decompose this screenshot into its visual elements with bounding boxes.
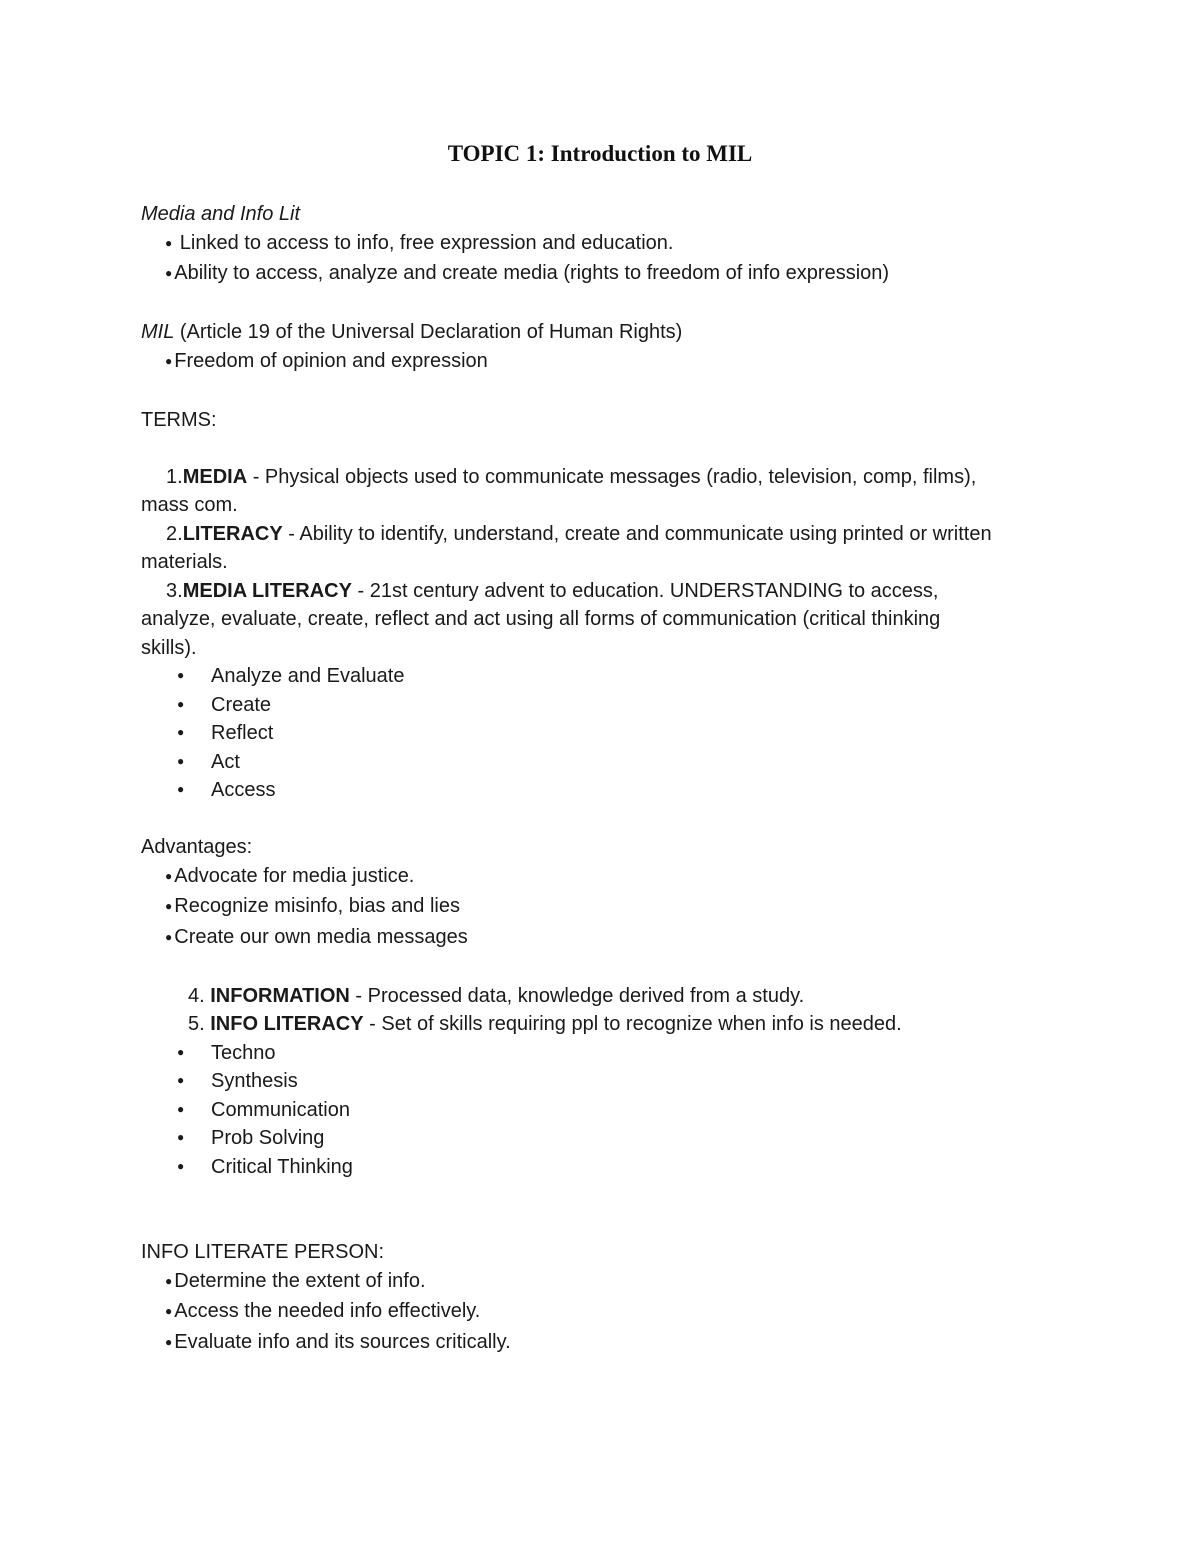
bullet-icon: ● [165,1273,173,1288]
list-item: ● Determine the extent of info. [165,1269,426,1292]
list-item: ● Freedom of opinion and expression [165,349,488,372]
list-item: ● Act [141,748,1071,777]
list-item: ● Create [141,691,1071,720]
bullet-icon: ● [177,1130,185,1144]
list-item: ● Linked to access to info, free expression and education. [165,231,674,254]
bullet-icon: ● [177,696,185,711]
bullet-icon: ● [165,266,173,280]
info-literacy-list [141,1039,1071,1182]
bullet-icon: ● [177,782,185,796]
list-item: ● Critical Thinking [141,1153,1071,1182]
list-item: ● Access [141,776,1071,805]
term-information: 4. INFORMATION - Processed data, knowledge derived from a study. [188,984,805,1007]
term-media-literacy-continued: analyze, evaluate, create, reflect and act using all forms of communication (critical thinking [141,608,941,630]
term-literacy: 2.LITERACY - Ability to identify, understand, create and communicate using printed or written [166,522,992,545]
list-item: ● Analyze and Evaluate [141,662,1071,691]
bullet-icon: ● [177,668,185,682]
list-item: ● Techno [141,1039,1071,1068]
term-media: 1.MEDIA - Physical objects used to communicate messages (radio, television, comp, films), [166,465,977,488]
list-item: ● Prob Solving [141,1124,1071,1153]
bullet-icon: ● [165,1304,173,1318]
bullet-icon: ● [165,868,173,883]
list-item: ● Create our own media messages [165,925,468,948]
bullet-icon: ● [177,725,185,739]
bullet-icon: ● [165,899,173,913]
section-heading-media-info-lit: Media and Info Lit [141,203,300,225]
section-heading-mil: MIL (Article 19 of the Universal Declaration of Human Rights) [141,321,683,343]
list-item: ● Synthesis [141,1067,1071,1096]
list-item: ● Advocate for media justice. [165,864,415,887]
list-item: ● Access the needed info effectively. [165,1300,481,1322]
info-literate-person-heading: INFO LITERATE PERSON: [141,1241,384,1263]
bullet-icon: ● [165,353,173,368]
term-media-literacy-continued-2: skills). [141,636,197,659]
list-item: ● Evaluate info and its sources critically. [165,1330,511,1353]
bullet-icon: ● [165,929,173,944]
media-literacy-list [141,662,1071,805]
list-item: ● Reflect [141,719,1071,748]
bullet-icon: ● [177,1044,185,1059]
term-media-literacy: 3.MEDIA LITERACY - 21st century advent to education. UNDERSTANDING to access, [166,579,939,602]
page-title: TOPIC 1: Introduction to MIL [447,141,753,166]
advantages-heading: Advantages: [141,836,253,858]
document-body [141,200,1071,1358]
bullet-icon: ● [177,1158,185,1173]
terms-heading: TERMS: [141,408,217,431]
list-item: ● Recognize misinfo, bias and lies [165,895,460,917]
term-literacy-continued: materials. [141,551,228,573]
bullet-icon: ● [177,1073,185,1087]
bullet-icon: ● [165,1334,173,1349]
term-info-literacy: 5. INFO LITERACY - Set of skills requiring ppl to recognize when info is needed. [188,1013,902,1035]
term-media-continued: mass com. [141,494,238,516]
bullet-icon: ● [165,235,173,250]
bullet-icon: ● [177,753,185,768]
bullet-icon: ● [177,1101,185,1116]
list-item: ● Communication [141,1096,1071,1125]
list-item: ● Ability to access, analyze and create media (rights to freedom of info expression) [165,262,890,284]
